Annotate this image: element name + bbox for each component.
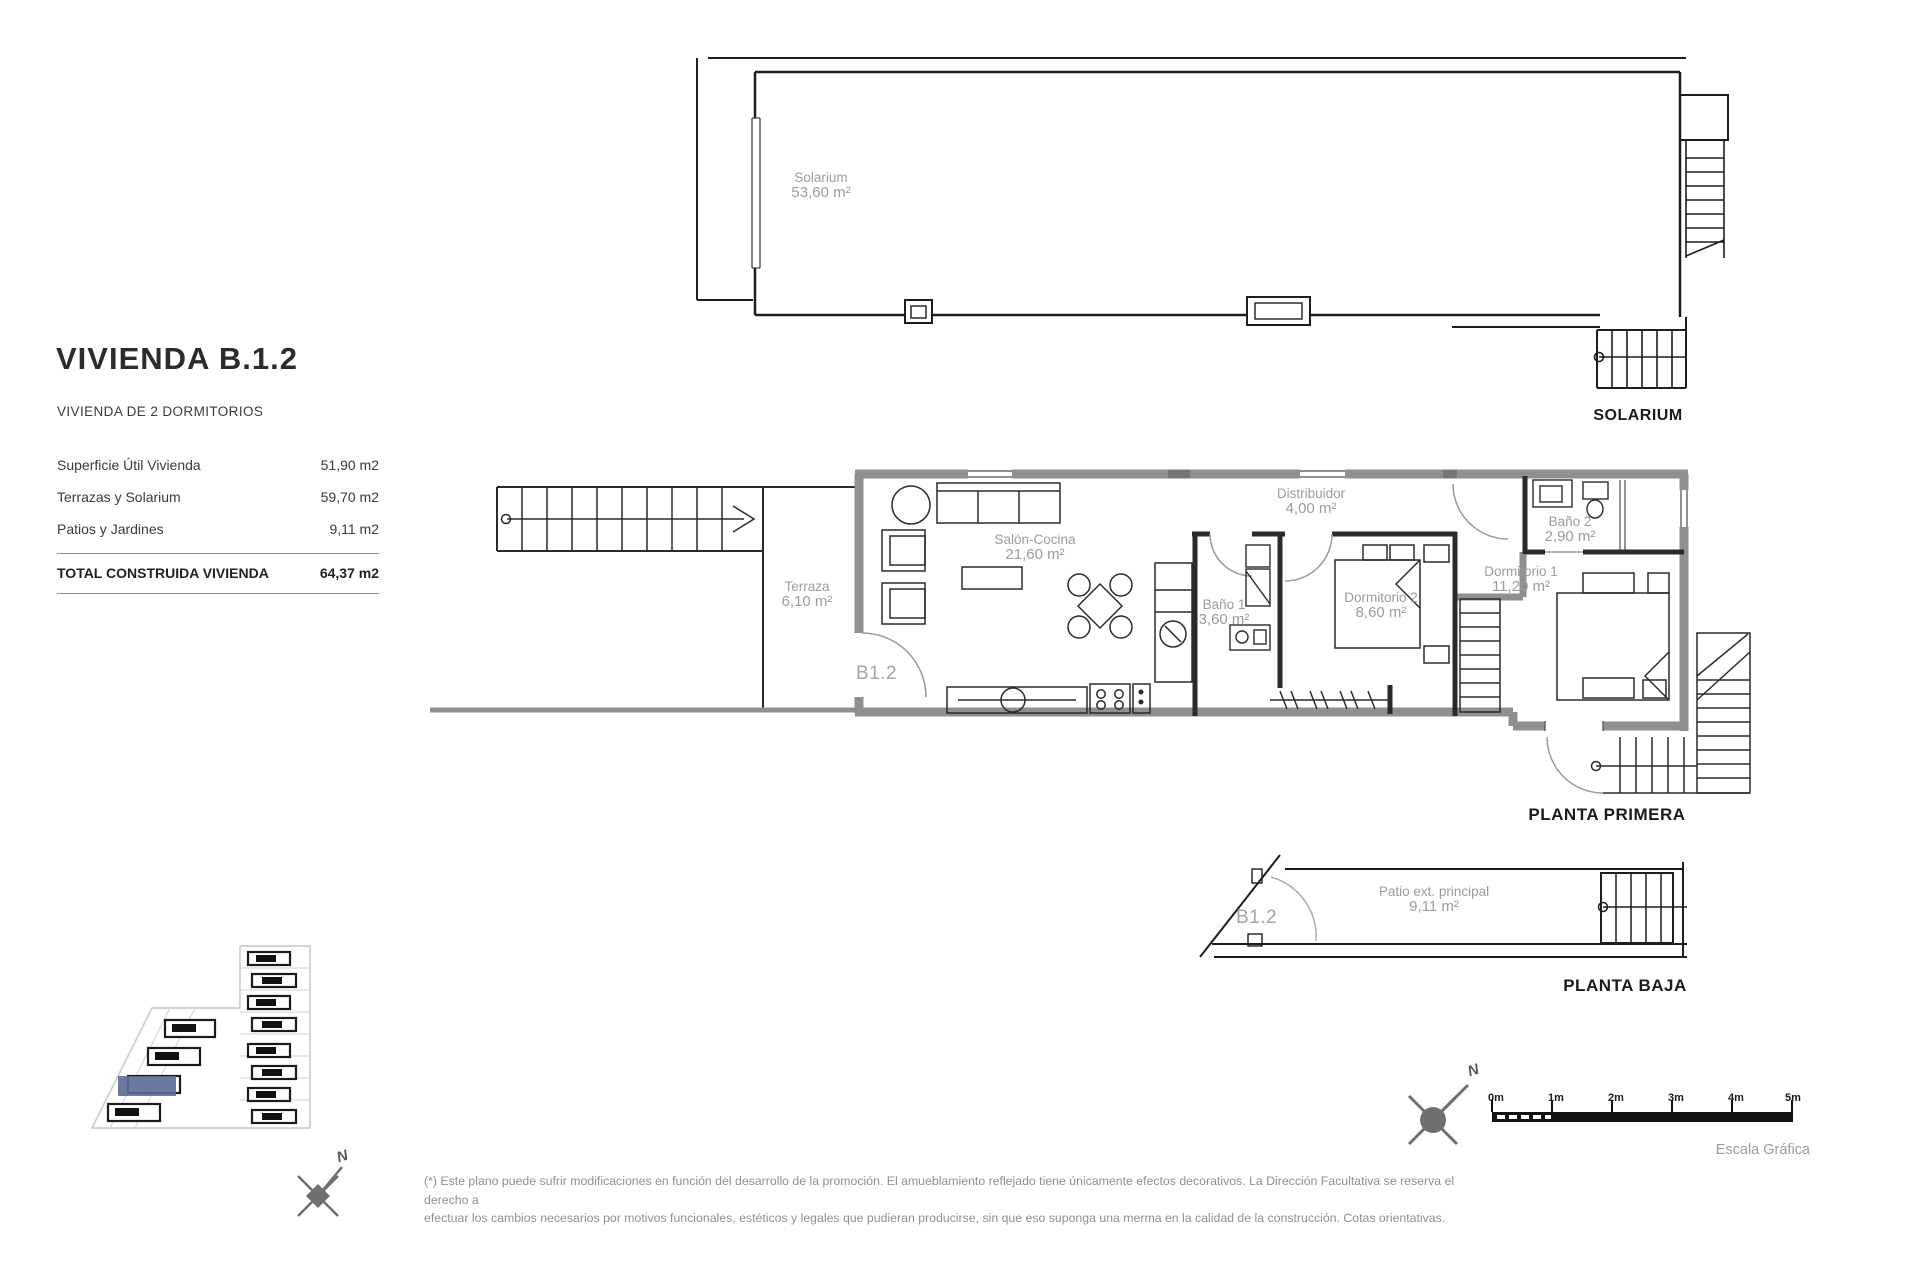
scale-caption: Escala Gráfica [1715, 1142, 1810, 1158]
table-total-row [57, 565, 379, 583]
armchair-icon [882, 583, 925, 624]
scale-tick-label: 1m [1548, 1092, 1564, 1104]
total-value: 64,37 m2 [319, 565, 379, 581]
compass-icon [1409, 1085, 1468, 1144]
plan-title-baja: PLANTA BAJA [1563, 976, 1687, 995]
room-label-terraza: Terraza 6,10 m² [781, 579, 833, 611]
disclaimer-line2: efectuar los cambios necesarios por motivos funcionales, estéticos y legales que pudieran producirse, sin que eso suponga una merma en la calidad de la construcción. Cotas orientativas. [424, 1211, 1446, 1225]
page-subtitle: VIVIENDA DE 2 DORMITORIOS [57, 404, 264, 419]
unit-code-baja: B1.2 [1236, 907, 1278, 928]
north-letter: N [334, 1146, 351, 1167]
north-arrow-icon [298, 1167, 342, 1216]
plan-title-primera: PLANTA PRIMERA [1528, 805, 1686, 824]
dining-set-icon [1068, 574, 1132, 638]
row-value: 9,11 m2 [329, 521, 379, 537]
row-label: Patios y Jardines [57, 521, 164, 537]
door-swing-icon [862, 484, 1603, 793]
scale-tick-label: 3m [1668, 1092, 1684, 1104]
wardrobe-hangers-icon [1270, 691, 1388, 709]
site-key-plan [92, 946, 310, 1128]
table-row [57, 457, 379, 475]
room-label-solarium: Solarium 53,60 m² [791, 170, 851, 202]
room-label-salon: Salón-Cocina 21,60 m² [994, 532, 1076, 564]
row-label: Terrazas y Solarium [57, 489, 181, 505]
closet-icon [1460, 599, 1500, 712]
room-label-dormitorio1: Dormitorio 1 11,20 m² [1484, 564, 1558, 596]
living-room-furniture [882, 483, 1192, 713]
round-table-icon [892, 486, 930, 524]
pillow-icon [1363, 545, 1387, 560]
wall-pillar [1168, 470, 1190, 479]
north-letter: N [1465, 1060, 1482, 1081]
roof-vent-icon [905, 297, 1310, 325]
table-row [57, 489, 379, 507]
divider [57, 593, 379, 594]
wall-pillar [1443, 470, 1457, 479]
highlighted-unit [118, 1076, 176, 1096]
unit-code-primera: B1.2 [856, 663, 898, 684]
solarium-lower-stairs-icon [1595, 317, 1687, 388]
room-label-patio: Patio ext. principal 9,11 m² [1378, 884, 1490, 916]
unit-walls [855, 474, 1688, 731]
solarium-stairs-icon [1680, 95, 1728, 258]
scale-tick-label: 0m [1488, 1092, 1504, 1104]
row-value: 59,70 m2 [320, 489, 379, 505]
scale-bar [1492, 1100, 1793, 1122]
sink-icon [1533, 480, 1572, 507]
room-label-bano1: Baño 1 3,60 m² [1198, 597, 1250, 629]
patio-stairs-icon [1599, 873, 1688, 943]
pillow-icon [1390, 545, 1414, 560]
plan-title-solarium: SOLARIUM [1593, 407, 1683, 424]
armchair-icon [882, 530, 925, 571]
total-label: TOTAL CONSTRUIDA VIVIENDA [57, 565, 269, 581]
toilet-icon [1583, 482, 1608, 499]
nightstand-icon [1424, 545, 1449, 562]
sofa-icon [937, 483, 1060, 523]
interior-partitions [1192, 476, 1684, 716]
room-label-distribuidor: Distribuidor 4,00 m² [1276, 486, 1346, 518]
room-label-bano2: Baño 2 2,90 m² [1544, 514, 1596, 546]
bedroom1-furniture [1557, 573, 1669, 700]
kitchen-column-icon [1155, 563, 1192, 682]
divider [57, 553, 379, 554]
disclaimer-text [424, 1172, 1499, 1228]
scale-tick-label: 4m [1728, 1092, 1744, 1104]
scale-tick-label: 2m [1608, 1092, 1624, 1104]
page-title: VIVIENDA B.1.2 [56, 341, 298, 376]
pillow-icon [1648, 573, 1669, 593]
disclaimer-line1: (*) Este plano puede sufrir modificaciones en función del desarrollo de la promoción. El amueblamiento reflejado tiene únicamente efectos decorativos. La Dirección Facultativa se reserva el derecho a [424, 1174, 1455, 1207]
room-label-dormitorio2: Dormitorio 2 8,60 m² [1344, 590, 1418, 622]
row-value: 51,90 m2 [320, 457, 379, 473]
scale-tick-label: 5m [1785, 1092, 1801, 1104]
nightstand-icon [1424, 646, 1449, 663]
coffee-table-icon [962, 567, 1022, 589]
table-row [57, 521, 379, 539]
entrance-stairs-icon [1592, 633, 1751, 793]
row-label: Superficie Útil Vivienda [57, 457, 201, 473]
shower-screen-icon [1620, 480, 1625, 552]
door-swing-icon [1271, 877, 1316, 941]
headboard-icon [1583, 573, 1634, 593]
solarium-floor-plan [697, 58, 1728, 388]
exterior-stairs-icon [497, 487, 855, 551]
